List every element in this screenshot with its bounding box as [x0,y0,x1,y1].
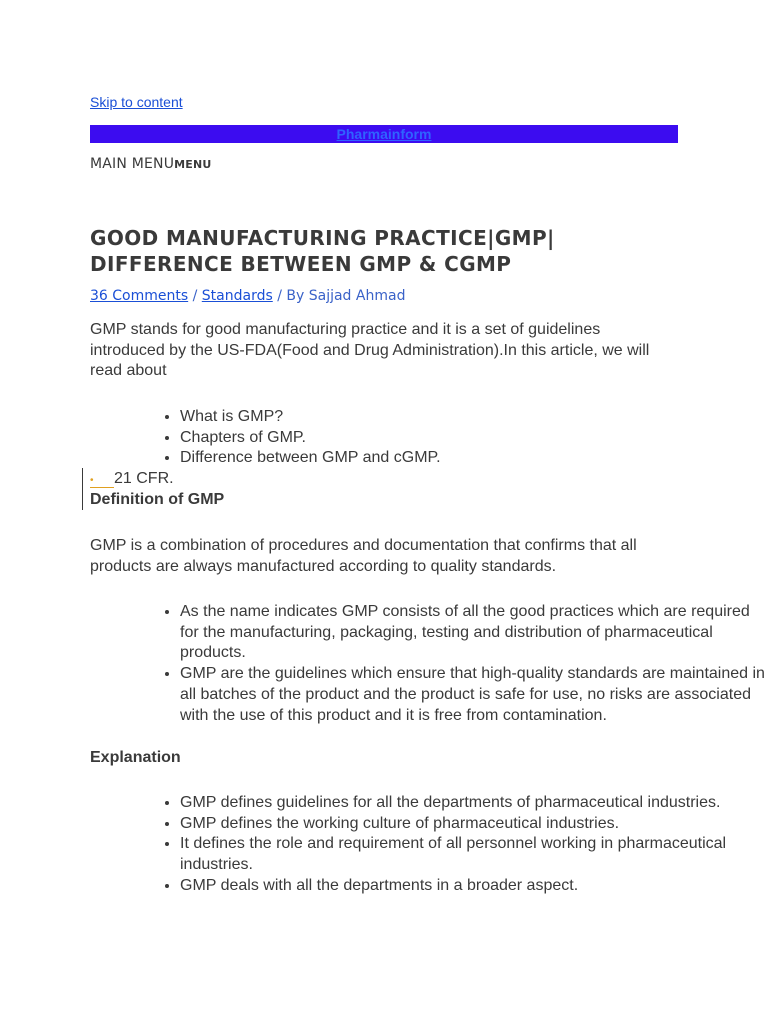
list-item: • GMP defines the working culture of pharmaceutical industries. [180,814,768,835]
site-header-bar [90,125,678,143]
meta-by: / By [272,288,309,304]
main-menu-toggle[interactable] [90,156,212,172]
text-cursor [82,468,83,510]
intro-paragraph: GMP stands for good manufacturing practice and it is a set of guidelines introduced by the US-FDA(Food and Drug Administration).In this article, we will read about [90,321,650,380]
category-link[interactable]: Standards [201,288,273,304]
toc-extra-text: 21 CFR. [114,470,174,487]
meta-separator: / [188,288,202,304]
main-menu-label: MAIN MENU [90,156,175,172]
menu-label-small: MENU [174,158,212,171]
list-item: • GMP defines guidelines for all the departments of pharmaceutical industries. [180,793,768,814]
skip-to-content-link[interactable]: Skip to content [90,94,183,110]
list-item: • It defines the role and requirement of all personnel working in pharmaceutical industries. [180,834,768,875]
site-title-link[interactable]: Pharmainform [336,126,432,142]
explanation-heading: Explanation [90,749,181,766]
list-item: • What is GMP? [180,407,768,428]
author-name[interactable]: Sajjad Ahmad [308,288,406,304]
list-item: • GMP deals with all the departments in a broader aspect. [180,876,768,897]
list-item: • Difference between GMP and cGMP. [180,448,768,469]
definition-paragraph: GMP is a combination of procedures and documentation that confirms that all products are always manufactured according to quality standards. [90,537,637,575]
definition-list [90,602,768,726]
article-meta [90,288,405,304]
definition-heading: Definition of GMP [90,491,225,508]
comments-link[interactable]: 36 Comments [90,288,189,304]
list-item: • GMP are the guidelines which ensure that high-quality standards are maintained in all batches of the product and the product is safe for use, no risks are associated with the use of this product and it is free from contamination. [180,664,768,726]
bullet-icon: • [90,475,114,488]
article-title: GOOD MANUFACTURING PRACTICE|GMP| DIFFERENCE BETWEEN GMP & CGMP [90,226,555,276]
explanation-list [90,793,768,897]
toc-list [90,407,768,469]
list-item: • Chapters of GMP. [180,428,768,449]
toc-extra-item [90,469,678,490]
list-item: • As the name indicates GMP consists of all the good practices which are required for the manufacturing, packaging, testing and distribution of pharmaceutical products. [180,602,768,664]
